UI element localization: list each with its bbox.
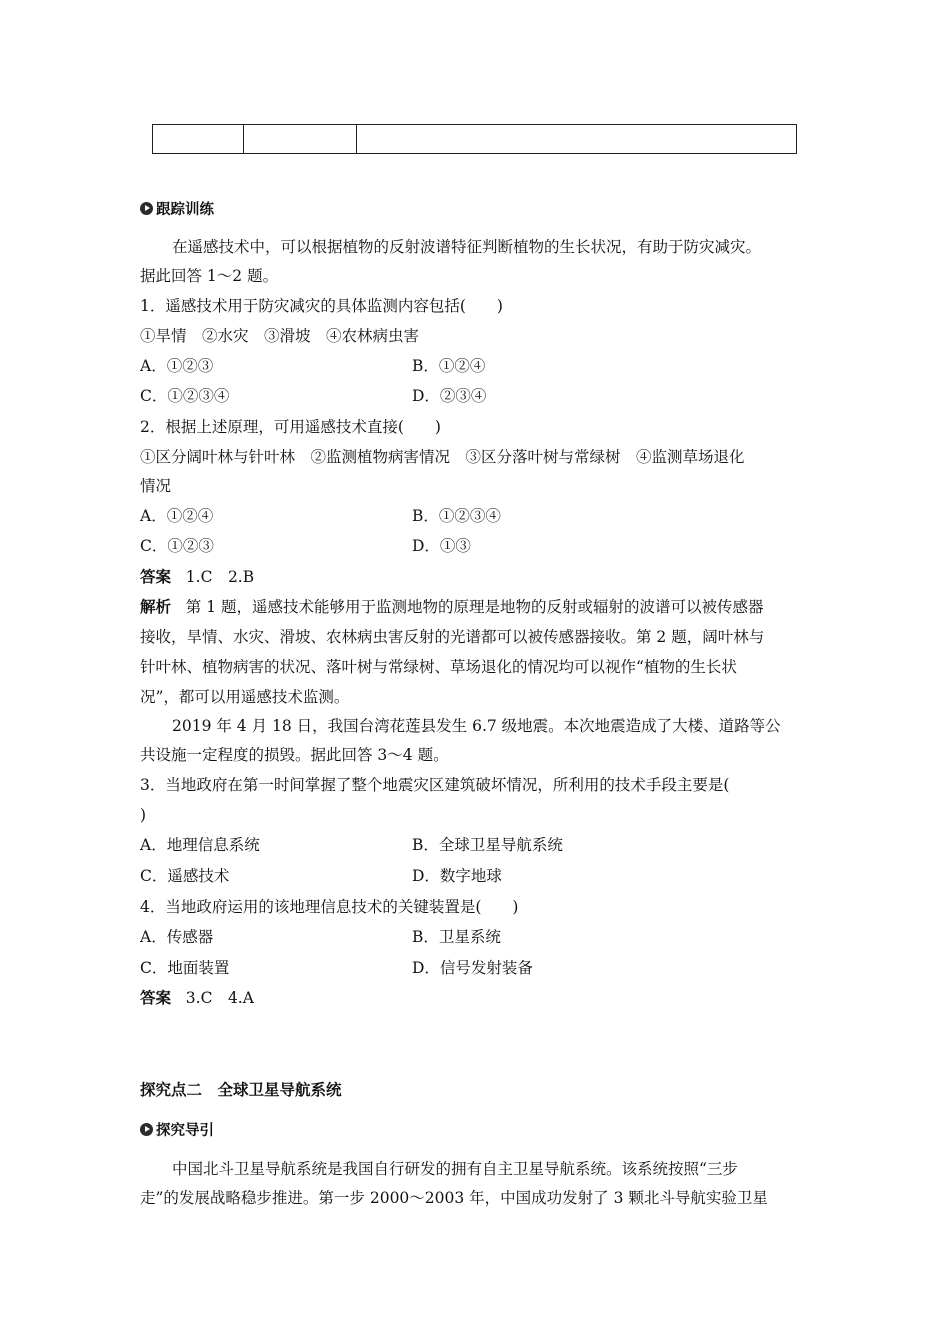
q2-items-line1: ①区分阔叶林与针叶林 ②监测植物病害情况 ③区分落叶树与常绿树 ④监测草场退化: [140, 448, 745, 466]
analysis1-line3: 针叶林、植物病害的状况、落叶树与常绿树、草场退化的情况均可以视作“植物的生长状: [140, 658, 737, 676]
q1-items: ①旱情 ②水灾 ③滑坡 ④农林病虫害: [140, 327, 420, 345]
intro3-line2: 走”的发展战略稳步推进。第一步 2000～2003 年，中国成功发射了 3 颗北斗导航实验卫星: [140, 1189, 768, 1207]
q1-option-b: B．①②④: [412, 357, 486, 375]
q2-option-b: B．①②③④: [412, 507, 501, 525]
play-circle-icon: [140, 1123, 153, 1136]
answer2: [140, 988, 254, 1008]
q4-option-a: A．传感器: [140, 928, 214, 946]
q4-stem: 4．当地政府运用的该地理信息技术的关键装置是( ): [140, 898, 519, 916]
q3-stem-line2: ): [140, 806, 147, 824]
q4-option-d: D．信号发射装备: [412, 959, 533, 977]
q1-option-d: D．②③④: [412, 387, 487, 405]
section-heading-track: [140, 198, 214, 219]
q1-option-c: C．①②③④: [140, 387, 230, 405]
intro1-line1: 在遥感技术中，可以根据植物的反射波谱特征判断植物的生长状况，有助于防灾减灾。: [172, 238, 762, 256]
top-table-row: [152, 124, 797, 154]
q3-stem-line1: 3．当地政府在第一时间掌握了整个地震灾区建筑破坏情况，所利用的技术手段主要是(: [140, 776, 730, 794]
analysis1-line1: [140, 597, 764, 617]
q2-option-c: C．①②③: [140, 537, 214, 555]
analysis1-line2: 接收，旱情、水灾、滑坡、农林病虫害反射的光谱都可以被传感器接收。第 2 题，阔叶林与: [140, 628, 765, 646]
section2-title: 探究点二 全球卫星导航系统: [140, 1081, 342, 1099]
q3-option-d: D．数字地球: [412, 867, 502, 885]
section-heading-label: 跟踪训练: [156, 202, 214, 218]
answer1: [140, 567, 254, 587]
q2-stem: 2．根据上述原理，可用遥感技术直接( ): [140, 418, 441, 436]
analysis1-line4: 况”，都可以用遥感技术监测。: [140, 688, 350, 706]
play-circle-icon: [140, 202, 153, 215]
analysis-text: 第 1 题，遥感技术能够用于监测地物的原理是地物的反射或辐射的波谱可以被传感器: [185, 598, 764, 616]
answer-text: 3.C 4.A: [185, 989, 254, 1007]
answer-label: 答案: [140, 989, 172, 1007]
q1-stem: 1．遥感技术用于防灾减灾的具体监测内容包括( ): [140, 297, 503, 315]
q3-option-b: B．全球卫星导航系统: [412, 836, 563, 854]
section-heading-label: 探究导引: [156, 1123, 214, 1139]
intro1-line2: 据此回答 1～2 题。: [140, 267, 279, 285]
table-cell: [244, 125, 357, 153]
q2-items-line2: 情况: [140, 477, 172, 495]
q3-option-c: C．遥感技术: [140, 867, 230, 885]
intro2-line1: 2019 年 4 月 18 日，我国台湾花莲县发生 6.7 级地震。本次地震造成了大楼、道路等公: [172, 717, 781, 735]
answer-text: 1.C 2.B: [185, 568, 255, 586]
table-cell: [153, 125, 244, 153]
q2-option-d: D．①③: [412, 537, 471, 555]
q2-option-a: A．①②④: [140, 507, 214, 525]
section-heading-guide: [140, 1119, 214, 1140]
q3-option-a: A．地理信息系统: [140, 836, 260, 854]
intro2-line2: 共设施一定程度的损毁。据此回答 3～4 题。: [140, 746, 449, 764]
table-cell: [357, 125, 796, 153]
intro3-line1: 中国北斗卫星导航系统是我国自行研发的拥有自主卫星导航系统。该系统按照“三步: [172, 1160, 738, 1178]
q4-option-c: C．地面装置: [140, 959, 230, 977]
q1-option-a: A．①②③: [140, 357, 214, 375]
analysis-label: 解析: [140, 598, 172, 616]
answer-label: 答案: [140, 568, 172, 586]
q4-option-b: B．卫星系统: [412, 928, 501, 946]
